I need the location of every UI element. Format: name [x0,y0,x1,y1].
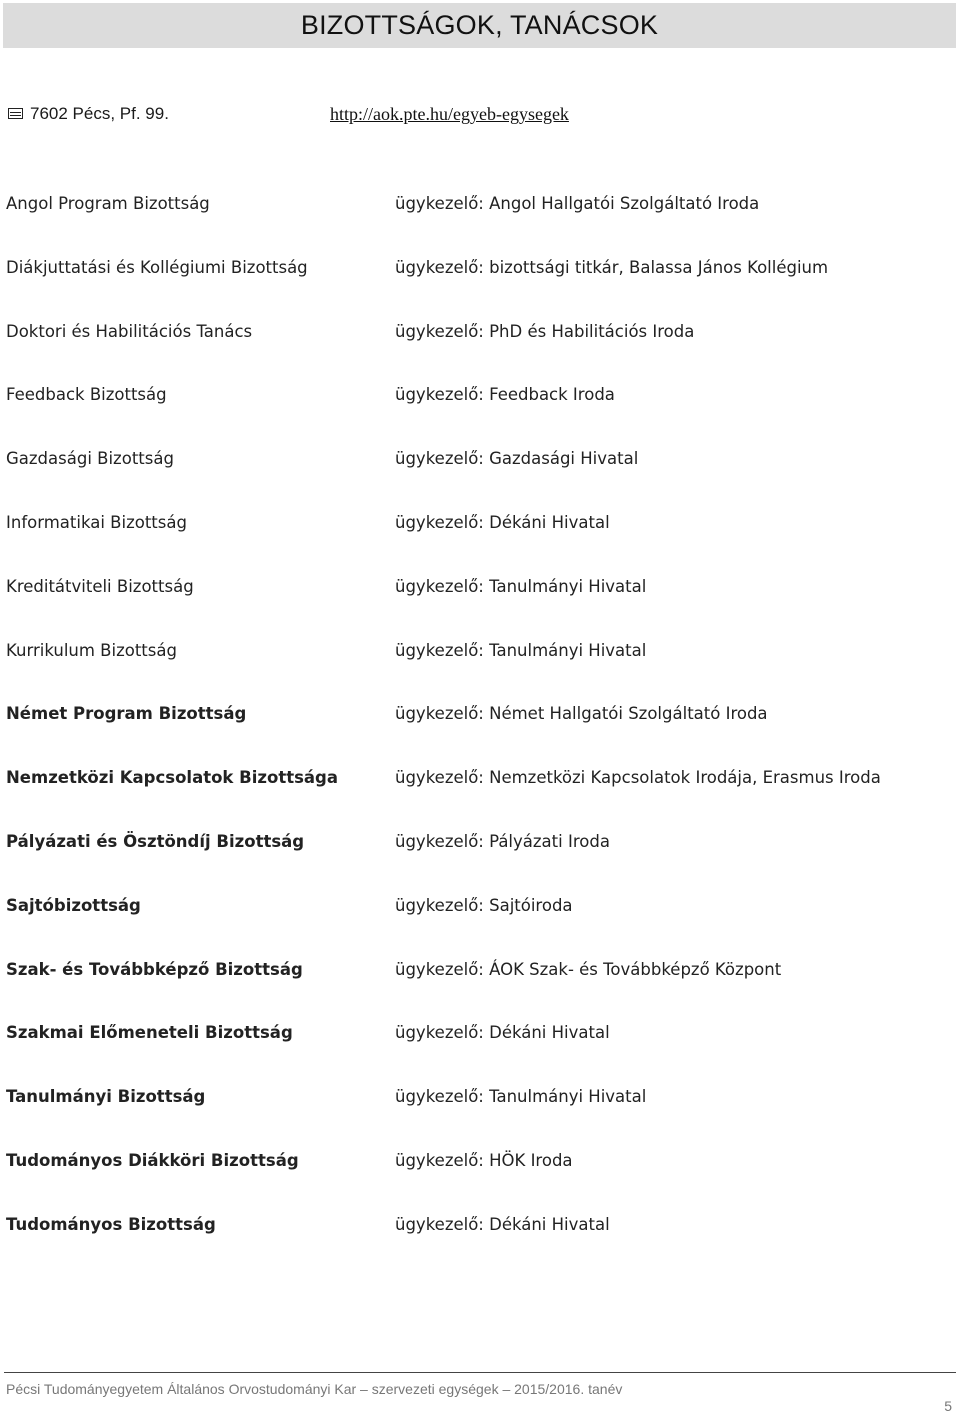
committee-name: Gazdasági Bizottság [6,449,174,469]
website-link[interactable]: http://aok.pte.hu/egyeb-egysegek [330,104,569,124]
committee-name: Kreditátviteli Bizottság [6,576,194,596]
committee-row [6,1083,946,1147]
committee-name: Pályázati és Ösztöndíj Bizottság [6,831,305,851]
committee-row [6,764,946,828]
committee-admin: ügykezelő: ÁOK Szak- és Továbbképző Központ [395,959,782,979]
committee-row [6,828,946,892]
committee-row [6,190,946,254]
committee-name: Feedback Bizottság [6,385,167,405]
committee-row [6,445,946,509]
title-bar [3,3,956,48]
committee-admin: ügykezelő: Angol Hallgatói Szolgáltató Iroda [395,194,760,213]
committee-name: Tudományos Bizottság [6,1214,216,1234]
committee-row [6,254,946,318]
committee-row [6,637,946,701]
committee-row [6,1211,946,1275]
committee-admin: ügykezelő: Gazdasági Hivatal [395,449,639,469]
committee-admin: ügykezelő: HÖK Iroda [395,1150,573,1170]
committee-admin: ügykezelő: Sajtóiroda [395,895,573,915]
committee-row [6,1019,946,1083]
committee-name: Diákjuttatási és Kollégiumi Bizottság [6,257,308,277]
committee-admin: ügykezelő: PhD és Habilitációs Iroda [395,321,695,341]
page-number: 5 [944,1398,952,1414]
committee-row [6,700,946,764]
committee-admin: ügykezelő: Dékáni Hivatal [395,512,610,532]
committee-name: Doktori és Habilitációs Tanács [6,321,253,341]
committee-admin: ügykezelő: Tanulmányi Hivatal [395,576,647,596]
committee-admin: ügykezelő: bizottsági titkár, Balassa János Kollégium [395,257,829,277]
committee-row [6,573,946,637]
mail-icon [8,108,23,119]
committee-admin: ügykezelő: Nemzetközi Kapcsolatok Irodája, Erasmus Iroda [395,768,881,788]
committee-name: Szakmai Előmeneteli Bizottság [6,1023,293,1043]
committee-name: Sajtóbizottság [6,895,141,915]
committee-row [6,1147,946,1211]
committee-admin: ügykezelő: Tanulmányi Hivatal [395,1087,647,1107]
committee-row [6,381,946,445]
committee-list [6,190,946,1275]
committee-admin: ügykezelő: Dékáni Hivatal [395,1023,610,1043]
committee-admin: ügykezelő: Pályázati Iroda [395,831,610,851]
committee-admin: ügykezelő: Tanulmányi Hivatal [395,640,647,660]
postal-address: 7602 Pécs, Pf. 99. [30,104,169,123]
committee-name: Tanulmányi Bizottság [6,1087,206,1107]
committee-name: Nemzetközi Kapcsolatok Bizottsága [6,768,338,788]
footer-text: Pécsi Tudományegyetem Általános Orvostudományi Kar – szervezeti egységek – 2015/2016. tanév [6,1381,623,1397]
committee-row [6,318,946,382]
committee-row [6,892,946,956]
committee-name: Német Program Bizottság [6,704,247,724]
committee-name: Informatikai Bizottság [6,512,187,532]
committee-row [6,509,946,573]
committee-admin: ügykezelő: Dékáni Hivatal [395,1214,610,1234]
committee-admin: ügykezelő: Német Hallgatói Szolgáltató Iroda [395,704,768,724]
contact-line [6,103,946,129]
committee-row [6,956,946,1020]
committee-admin: ügykezelő: Feedback Iroda [395,385,615,405]
footer-divider [4,1372,956,1373]
committee-name: Angol Program Bizottság [6,194,210,213]
page-title: BIZOTTSÁGOK, TANÁCSOK [300,10,659,40]
committee-name: Szak- és Továbbképző Bizottság [6,959,303,979]
committee-name: Kurrikulum Bizottság [6,640,177,660]
committee-name: Tudományos Diákköri Bizottság [6,1150,299,1170]
